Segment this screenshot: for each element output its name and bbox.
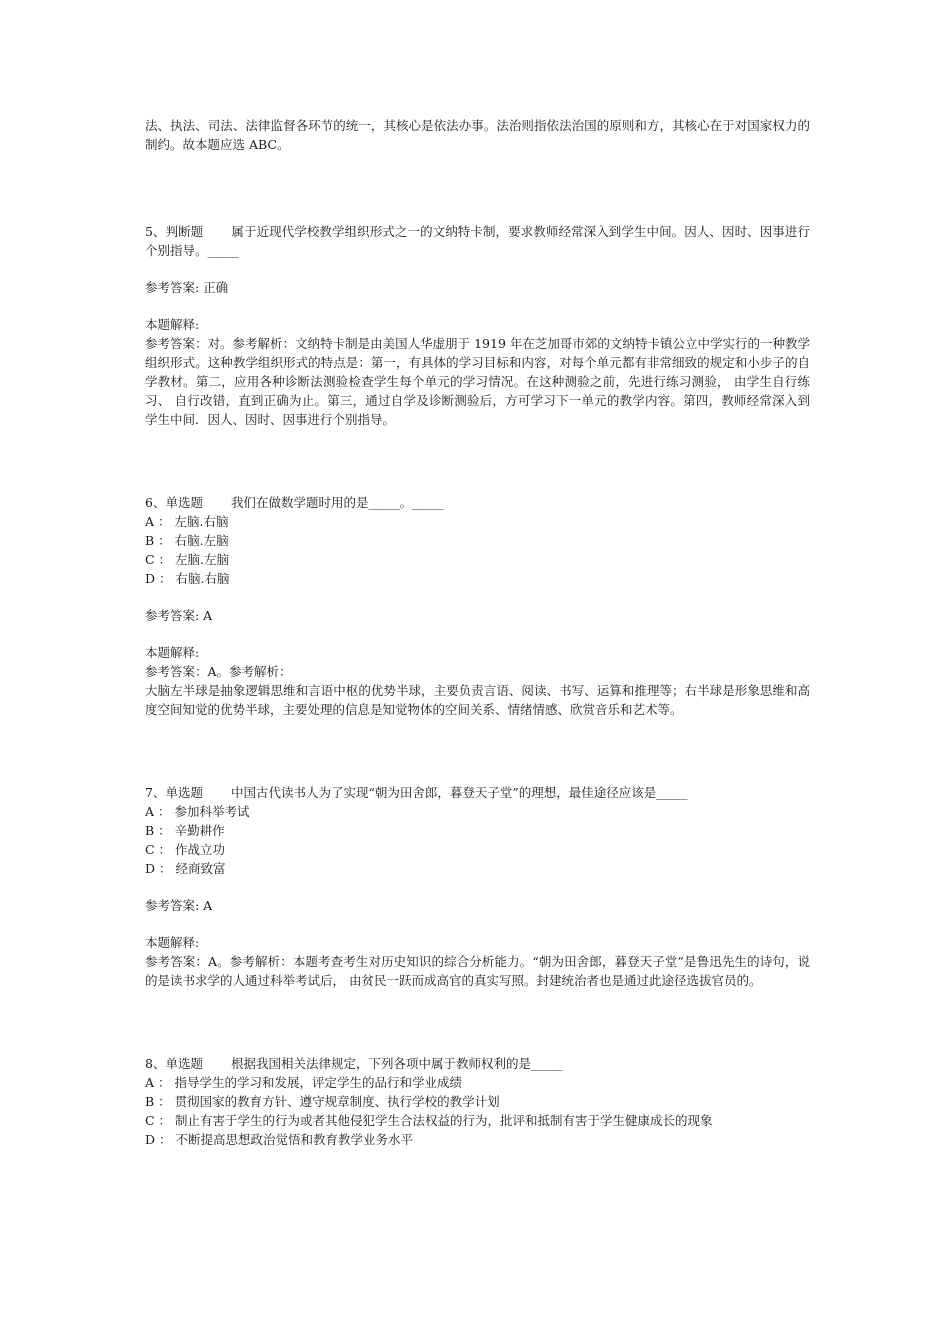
question-7-heading [145, 783, 810, 802]
question-8 [145, 1054, 810, 1149]
question-8-stem: 根据我国相关法律规定，下列各项中属于教师权利的是_____ [230, 1056, 563, 1071]
question-7-explain-title: 本题解释: [145, 935, 200, 950]
question-7-option-b: B ： 辛勤耕作 [145, 823, 225, 838]
question-7-explanation: 参考答案：A。参考解析：本题考查考生对历史知识的综合分析能力。“朝为田舍郎，暮登天子堂”是鲁迅先生的诗句，说的是读书求学的人通过科举考试后， 由贫民一跃而成高官的真实写照。封建统治者也是通过此途径选拔官员的。 [145, 954, 810, 988]
question-7-answer: 参考答案: A [145, 898, 213, 913]
question-6-explain-title: 本题解释: [145, 645, 200, 660]
question-5-stem: 属于近现代学校教学组织形式之一的文纳特卡制，要求教师经常深入到学生中间。因人、因时、因事进行个别指导。_____ [145, 224, 810, 258]
question-8-option-a: A ： 指导学生的学习和发展，评定学生的品行和学业成绩 [145, 1075, 462, 1090]
question-5-answer: 参考答案: 正确 [145, 280, 229, 295]
question-6-explanation: 大脑左半球是抽象逻辑思维和言语中枢的优势半球，主要负责言语、阅读、书写、运算和推理等；右半球是形象思维和高度空间知觉的优势半球，主要处理的信息是知觉物体的空间关系、情绪情感、欣赏音乐和艺术等。 [145, 683, 810, 717]
question-6-option-b: B ： 右脑.左脑 [145, 533, 229, 548]
question-7-option-d: D ： 经商致富 [145, 861, 226, 876]
question-7 [145, 783, 810, 990]
question-6-heading [145, 493, 810, 512]
question-7-number: 7、单选题 [145, 785, 203, 800]
question-8-option-b: B ： 贯彻国家的教育方针、遵守规章制度、执行学校的教学计划 [145, 1094, 500, 1109]
question-6-stem: 我们在做数学题时用的是_____。_____ [230, 495, 444, 510]
question-6 [145, 493, 810, 719]
question-7-stem: 中国古代读书人为了实现“朝为田舍郎，暮登天子堂”的理想，最佳途径应该是_____ [230, 785, 688, 800]
question-7-option-c: C ： 作战立功 [145, 842, 226, 857]
question-8-option-c: C ： 制止有害于学生的行为或者其他侵犯学生合法权益的行为，批评和抵制有害于学生健康成长的现象 [145, 1113, 713, 1128]
question-8-option-d: D ： 不断提高思想政治觉悟和教育教学业务水平 [145, 1132, 413, 1147]
question-6-number: 6、单选题 [145, 495, 203, 510]
question-6-explain-head: 参考答案：A。参考解析： [145, 664, 292, 679]
intro-paragraph: 法、执法、司法、法律监督各环节的统一，其核心是依法办事。法治则指依法治国的原则和方，其核心在于对国家权力的制约。故本题应选 ABC。 [145, 118, 810, 152]
question-5-explanation: 参考答案：对。参考解析：文纳特卡制是由美国人华虚朋于 1919 年在芝加哥市郊的文纳特卡镇公立中学实行的一种教学组织形式。这种教学组织形式的特点是：第一，有具体的学习目标和内容，对每个单元都有非常细致的规定和小步子的自学教材。第二，应用各种诊断法测验检查学生每个单元的学习情况。在这种测验之前，先进行练习测验， 由学生自行练习、 自行改错，直到正确为止。第三，通过自学及诊断测验后，方可学习下一单元的教学内容。第四，教师经常深入到学生中间．因人、因时、因事进行个别指导。 [145, 336, 810, 427]
question-5-number: 5、判断题 [145, 224, 204, 239]
question-5 [145, 222, 810, 429]
question-6-answer: 参考答案: A [145, 608, 213, 623]
question-6-option-d: D ： 右脑.右脑 [145, 571, 230, 586]
question-5-heading [145, 222, 810, 260]
question-8-number: 8、单选题 [145, 1056, 203, 1071]
question-8-heading [145, 1054, 810, 1073]
question-6-option-c: C ： 左脑.左脑 [145, 552, 229, 567]
question-7-option-a: A ： 参加科举考试 [145, 804, 250, 819]
question-6-option-a: A ： 左脑.右脑 [145, 514, 229, 529]
question-5-explain-title: 本题解释: [145, 317, 200, 332]
document-page [145, 116, 810, 1149]
